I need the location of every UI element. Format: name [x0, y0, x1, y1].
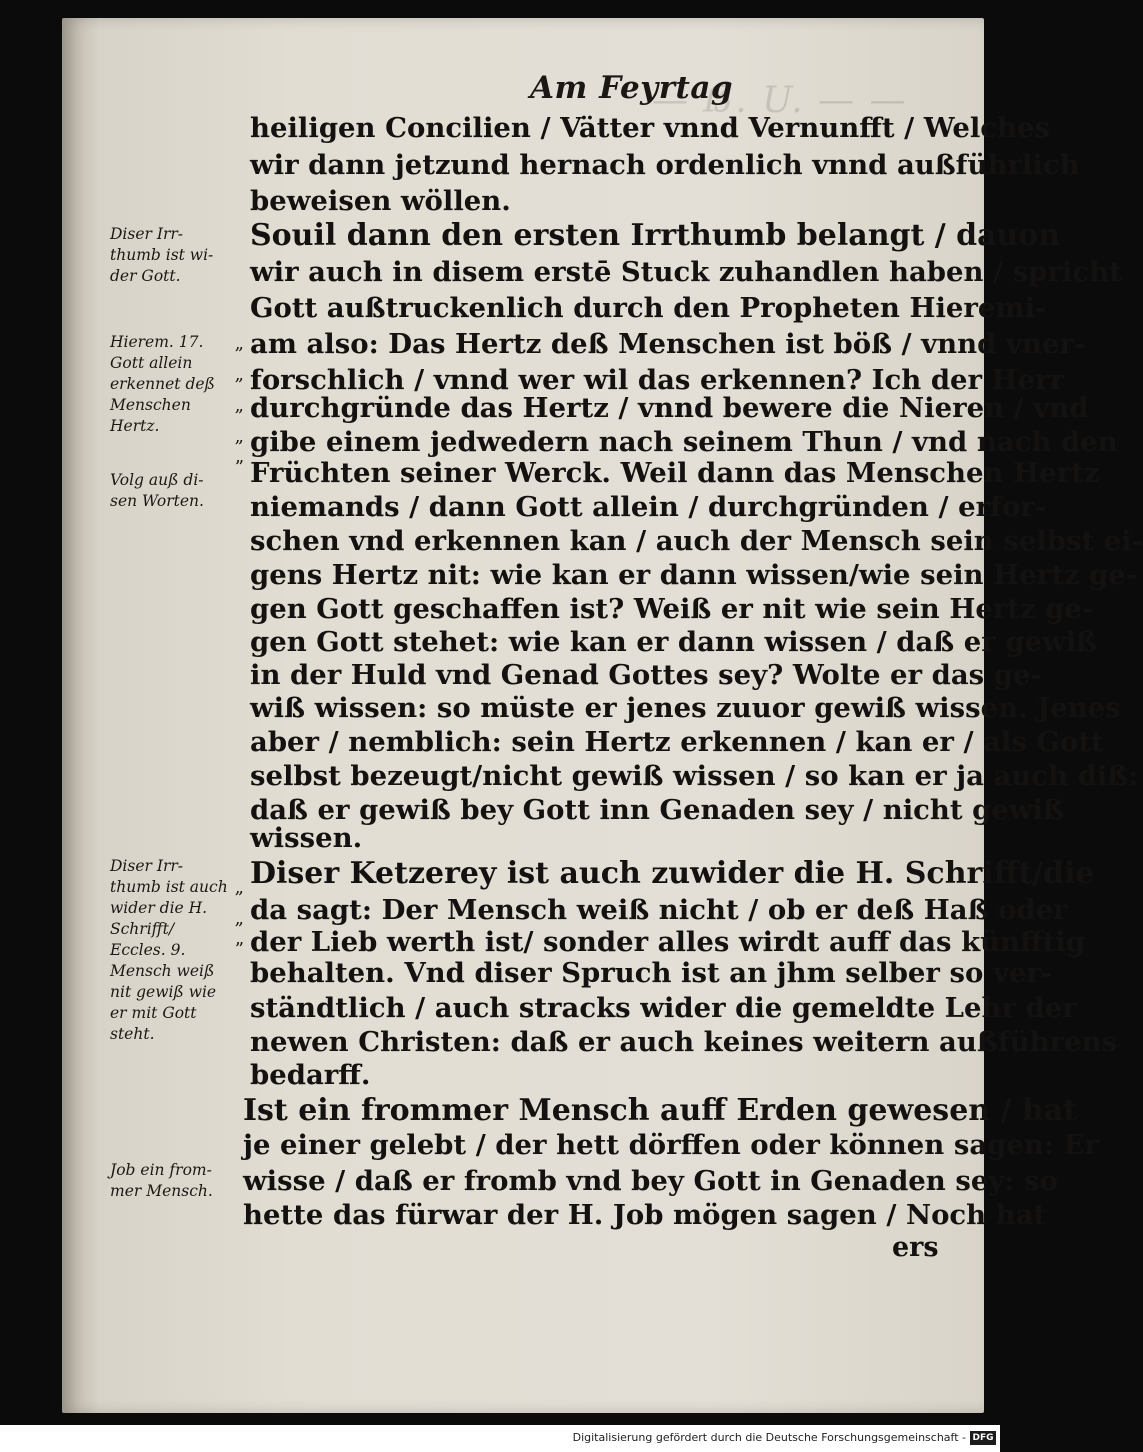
text-line: gen Gott geschaffen ist? Weiß er nit wie sein Hertz ge- — [250, 593, 1094, 625]
text-line: bedarff. — [250, 1059, 371, 1091]
margin-note: Hierem. 17. Gott allein erkennet deß Menschen Hertz. — [110, 333, 215, 435]
text-line: newen Christen: daß er auch keines weitern außführens — [250, 1026, 1118, 1058]
text-line: Früchten seiner Werck. Weil dann das Menschen Hertz — [250, 457, 1100, 489]
text-line: wiß wissen: so müste er jenes zuuor gewiß wissen. Jenes — [250, 692, 1121, 724]
text-line: gibe einem jedwedern nach seinem Thun / vnd nach den — [250, 426, 1118, 458]
text-line: wissen. — [250, 822, 363, 854]
text-line: behalten. Vnd diser Spruch ist an jhm selber so ver- — [250, 957, 1053, 989]
text-line: selbst bezeugt/nicht gewiß wissen / so kan er ja auch diß: — [250, 760, 1139, 792]
text-line: gens Hertz nit: wie kan er dann wissen/wie sein Hertz ge- — [250, 559, 1138, 591]
quote-marks: „ „ „ „ ” — [234, 333, 244, 478]
bleed-through-text: — ẞ. U. — — — [652, 80, 908, 121]
text-line: forschlich / vnnd wer wil das erkennen? Ich der Herr — [250, 364, 1065, 396]
margin-note: Diser Irr- thumb ist auch wider die H. Schrifft/ Eccles. 9. Mensch weiß nit gewiß wie er mit Gott steht. — [110, 857, 228, 1043]
text-line: gen Gott stehet: wie kan er dann wissen / daß er gewiß — [250, 626, 1098, 658]
text-line: hette das fürwar der H. Job mögen sagen / Noch hat — [243, 1199, 1047, 1231]
margin-note: Volg auß di- sen Worten. — [110, 471, 204, 510]
text-line: beweisen wöllen. — [250, 185, 511, 217]
text-line: aber / nemblich: sein Hertz erkennen / kan er / als Gott — [250, 726, 1104, 758]
text-line: wisse / daß er fromb vnd bey Gott in Genaden sey: so — [243, 1165, 1058, 1197]
margin-note: Diser Irr- thumb ist wi- der Gott. — [110, 225, 214, 285]
text-line: Gott außtruckenlich durch den Propheten Hieremi- — [250, 292, 1047, 324]
text-line: durchgründe das Hertz / vnnd bewere die Nieren / vnd — [250, 392, 1089, 424]
quote-marks: „ „ ” — [234, 877, 244, 960]
text-line: wir auch in disem erstē Stuck zuhandlen haben / spricht — [250, 256, 1122, 288]
running-head: Am Feyrtag — [530, 70, 734, 106]
text-line: ständtlich / auch stracks wider die gemeldte Lehr der — [250, 992, 1077, 1024]
digitization-footer — [0, 1425, 1000, 1452]
text-line: je einer gelebt / der hett dörffen oder können sagen: Er — [243, 1129, 1100, 1161]
text-line: Ist ein frommer Mensch auff Erden gewesen / hat — [243, 1093, 1078, 1128]
text-line: wir dann jetzund hernach ordenlich vnnd außführlich — [250, 149, 1080, 181]
text-line: am also: Das Hertz deß Menschen ist böß / vnnd vner- — [250, 328, 1086, 360]
text-line: in der Huld vnd Genad Gottes sey? Wolte er das ge- — [250, 659, 1042, 691]
text-line: heiligen Concilien / Vätter vnnd Vernunfft / Welches — [250, 112, 1051, 144]
text-line: der Lieb werth ist/ sonder alles wirdt auff das künfftig — [250, 926, 1086, 958]
funding-credit: Digitalisierung gefördert durch die Deutsche Forschungsgemeinschaft - — [572, 1431, 966, 1444]
text-line: niemands / dann Gott allein / durchgründen / erfor- — [250, 491, 1047, 523]
margin-note: Job ein from- mer Mensch. — [110, 1161, 213, 1200]
text-line: Diser Ketzerey ist auch zuwider die H. Schrifft/die — [250, 856, 1095, 891]
catchword: ers — [892, 1232, 939, 1263]
text-line: da sagt: Der Mensch weiß nicht / ob er deß Haß oder — [250, 894, 1068, 926]
text-line: Souil dann den ersten Irrthumb belangt / dauon — [250, 218, 1061, 253]
dfg-logo-icon: DFG — [970, 1431, 996, 1445]
text-line: schen vnd erkennen kan / auch der Mensch sein selbst ei- — [250, 525, 1143, 557]
text-line: daß er gewiß bey Gott inn Genaden sey / nicht gewiß — [250, 794, 1064, 826]
